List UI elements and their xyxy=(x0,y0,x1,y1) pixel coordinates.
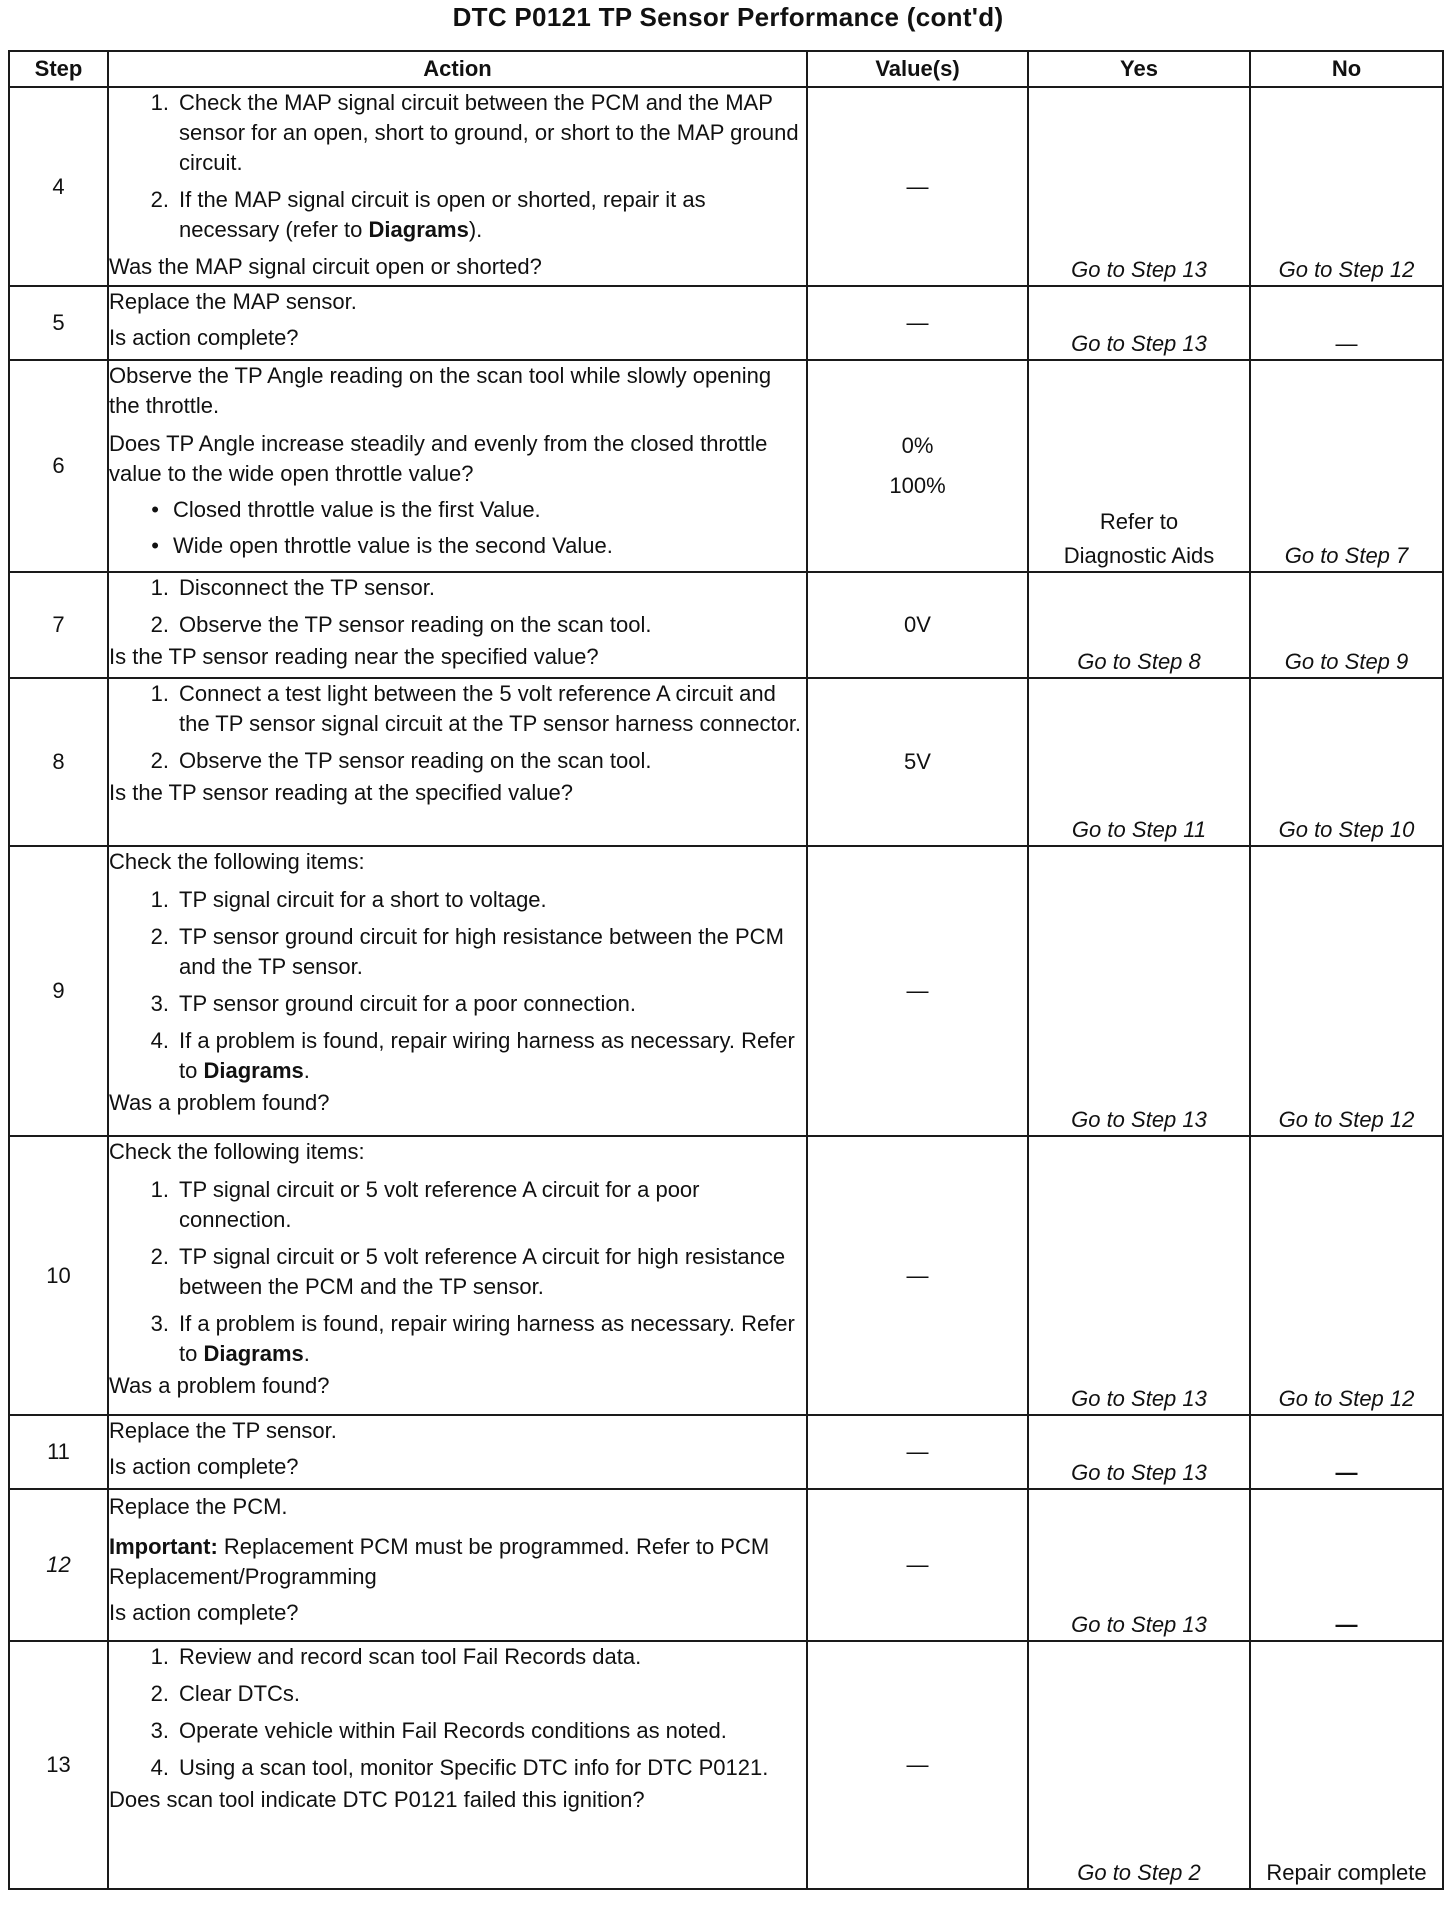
action-cell xyxy=(108,1489,807,1641)
table-row xyxy=(9,678,1443,846)
important-note: Important: Replacement PCM must be programmed. Refer to PCM Replacement/Programming xyxy=(109,1534,770,1589)
no-cell: Go to Step 10 xyxy=(1250,678,1443,846)
step-number: 11 xyxy=(9,1415,108,1489)
action-intro: Replace the MAP sensor. xyxy=(109,289,357,314)
list-item: 1. Connect a test light between the 5 volt reference A circuit and the TP sensor signal circuit at the TP sensor harness connector. xyxy=(150,681,802,736)
value-cell: — xyxy=(807,87,1028,286)
no-cell: Go to Step 12 xyxy=(1250,846,1443,1136)
header-step: Step xyxy=(9,51,108,87)
table-row xyxy=(9,1489,1443,1641)
yes-cell: Go to Step 13 xyxy=(1028,1415,1250,1489)
step-number: 7 xyxy=(9,572,108,678)
list-item: 2. TP sensor ground circuit for high resistance between the PCM and the TP sensor. xyxy=(150,924,784,979)
action-cell xyxy=(108,678,807,846)
action-cell xyxy=(108,846,807,1136)
no-cell: Go to Step 7 xyxy=(1250,360,1443,572)
header-values: Value(s) xyxy=(807,51,1028,87)
action-intro: Check the following items: xyxy=(109,849,365,874)
step-number: 13 xyxy=(9,1641,108,1889)
yes-refer: Refer to xyxy=(1099,509,1179,534)
list-item: 2. Observe the TP sensor reading on the scan tool. xyxy=(150,748,652,773)
dtc-table xyxy=(8,50,1444,1890)
yes-cell: Go to Step 13 xyxy=(1028,846,1250,1136)
diagrams-reference: Diagrams xyxy=(203,1341,304,1366)
action-list xyxy=(109,679,806,776)
list-item: 4. If a problem is found, repair wiring harness as necessary. Refer to Diagrams. xyxy=(150,1028,795,1083)
step-number: 5 xyxy=(9,286,108,360)
action-question: Is the TP sensor reading at the specified value? xyxy=(109,780,573,805)
diagrams-reference: Diagrams xyxy=(203,1058,304,1083)
step-number: 8 xyxy=(9,678,108,846)
list-item: • Closed throttle value is the first Value. xyxy=(151,497,541,522)
list-item: 2. If the MAP signal circuit is open or shorted, repair it as necessary (refer to Diagrams). xyxy=(150,187,706,242)
table-row xyxy=(9,360,1443,572)
table-row xyxy=(9,286,1443,360)
list-item: 2. TP signal circuit or 5 volt reference A circuit for high resistance between the PCM and the TP sensor. xyxy=(150,1244,786,1299)
action-intro: Check the following items: xyxy=(109,1139,365,1164)
action-list xyxy=(109,1642,806,1783)
action-question: Is action complete? xyxy=(109,325,299,350)
page-title: DTC P0121 TP Sensor Performance (cont'd) xyxy=(452,2,1004,32)
yes-diagnostic-aids: Diagnostic Aids xyxy=(1063,543,1215,568)
yes-cell: Go to Step 2 xyxy=(1028,1641,1250,1889)
action-list xyxy=(109,573,806,640)
action-question: Does scan tool indicate DTC P0121 failed this ignition? xyxy=(109,1787,645,1812)
value-cell: — xyxy=(807,1136,1028,1415)
yes-cell: Go to Step 11 xyxy=(1028,678,1250,846)
table-row xyxy=(9,1415,1443,1489)
list-item: 2. Observe the TP sensor reading on the scan tool. xyxy=(150,612,652,637)
bullet-list xyxy=(109,495,806,561)
yes-cell: Go to Step 13 xyxy=(1028,1489,1250,1641)
list-item: 1. Check the MAP signal circuit between the PCM and the MAP sensor for an open, short to ground, or short to the MAP ground circuit. xyxy=(150,90,799,175)
step-number: 9 xyxy=(9,846,108,1136)
value-open: 100% xyxy=(889,473,946,498)
list-item: 1. Disconnect the TP sensor. xyxy=(150,575,435,600)
header-yes: Yes xyxy=(1028,51,1250,87)
no-cell: — xyxy=(1250,1489,1443,1641)
list-item: 3. Operate vehicle within Fail Records conditions as noted. xyxy=(150,1718,727,1743)
list-item: 4. Using a scan tool, monitor Specific DTC info for DTC P0121. xyxy=(150,1755,769,1780)
no-cell: Go to Step 12 xyxy=(1250,1136,1443,1415)
action-cell xyxy=(108,87,807,286)
important-label: Important: xyxy=(109,1534,218,1559)
value-closed: 0% xyxy=(901,433,934,458)
action-list xyxy=(109,88,806,245)
list-item: 3. TP sensor ground circuit for a poor connection. xyxy=(150,991,636,1016)
value-cell: — xyxy=(807,1489,1028,1641)
table-row xyxy=(9,1136,1443,1415)
action-question: Is the TP sensor reading near the specified value? xyxy=(109,644,599,669)
value-cell xyxy=(807,360,1028,572)
action-cell xyxy=(108,360,807,572)
action-cell xyxy=(108,1415,807,1489)
value-cell: — xyxy=(807,846,1028,1136)
action-intro: Observe the TP Angle reading on the scan tool while slowly opening the throttle. xyxy=(109,363,772,418)
list-item: 1. Review and record scan tool Fail Records data. xyxy=(150,1644,642,1669)
action-question: Was a problem found? xyxy=(109,1090,330,1115)
action-cell xyxy=(108,286,807,360)
header-no: No xyxy=(1250,51,1443,87)
yes-cell: Go to Step 13 xyxy=(1028,286,1250,360)
no-cell: Repair complete xyxy=(1250,1641,1443,1889)
list-item: 3. If a problem is found, repair wiring harness as necessary. Refer to Diagrams. xyxy=(150,1311,795,1366)
action-list xyxy=(109,1175,806,1369)
step-number: 6 xyxy=(9,360,108,572)
diagrams-reference: Diagrams xyxy=(368,217,469,242)
table-row xyxy=(9,1641,1443,1889)
header-action: Action xyxy=(108,51,807,87)
table-row xyxy=(9,572,1443,678)
action-cell xyxy=(108,572,807,678)
yes-cell xyxy=(1028,360,1250,572)
list-item: 1. TP signal circuit or 5 volt reference A circuit for a poor connection. xyxy=(150,1177,700,1232)
no-cell: Go to Step 12 xyxy=(1250,87,1443,286)
list-item: • Wide open throttle value is the second Value. xyxy=(151,533,613,558)
yes-cell: Go to Step 8 xyxy=(1028,572,1250,678)
yes-cell: Go to Step 13 xyxy=(1028,1136,1250,1415)
no-cell: Go to Step 9 xyxy=(1250,572,1443,678)
value-cell: 5V xyxy=(807,678,1028,846)
action-question: Was the MAP signal circuit open or shorted? xyxy=(109,254,542,279)
action-question: Does TP Angle increase steadily and evenly from the closed throttle value to the wide open throttle value? xyxy=(109,431,768,486)
step-number: 10 xyxy=(9,1136,108,1415)
action-intro: Replace the TP sensor. xyxy=(109,1418,337,1443)
no-cell: — xyxy=(1250,1415,1443,1489)
step-number: 12 xyxy=(9,1489,108,1641)
action-question: Is action complete? xyxy=(109,1600,299,1625)
value-cell: — xyxy=(807,1415,1028,1489)
table-header-row xyxy=(9,51,1443,87)
value-cell: 0V xyxy=(807,572,1028,678)
list-item: 1. TP signal circuit for a short to voltage. xyxy=(150,887,547,912)
action-question: Is action complete? xyxy=(109,1454,299,1479)
action-cell xyxy=(108,1641,807,1889)
table-row xyxy=(9,846,1443,1136)
value-cell: — xyxy=(807,286,1028,360)
action-list xyxy=(109,885,806,1086)
table-row xyxy=(9,87,1443,286)
action-cell xyxy=(108,1136,807,1415)
action-intro: Replace the PCM. xyxy=(109,1494,288,1519)
step-number: 4 xyxy=(9,87,108,286)
action-question: Was a problem found? xyxy=(109,1373,330,1398)
no-cell: — xyxy=(1250,286,1443,360)
list-item: 2. Clear DTCs. xyxy=(150,1681,301,1706)
value-cell: — xyxy=(807,1641,1028,1889)
yes-cell: Go to Step 13 xyxy=(1028,87,1250,286)
